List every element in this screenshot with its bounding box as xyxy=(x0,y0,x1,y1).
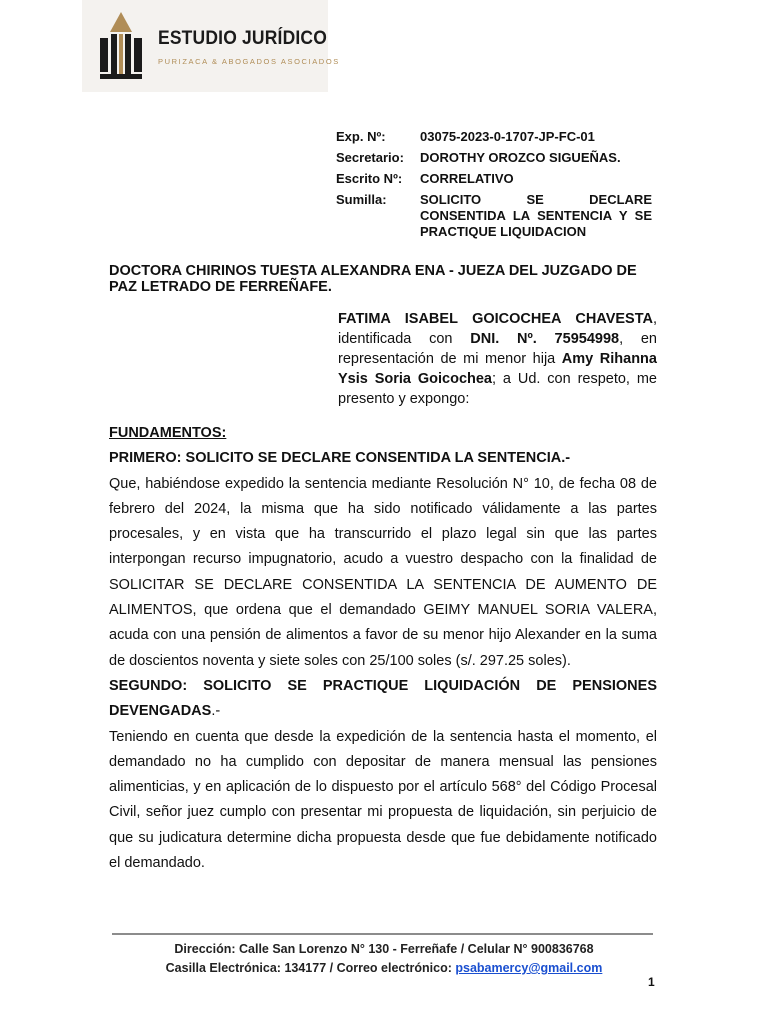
logo-subtitle: PURIZACA & ABOGADOS ASOCIADOS xyxy=(158,57,340,66)
petitioner-intro xyxy=(338,309,657,409)
courthouse-logo-icon xyxy=(100,12,142,80)
escrito-value: CORRELATIVO xyxy=(420,171,514,186)
footer-casilla: Casilla Electrónica: 134177 / Correo electrónico: xyxy=(165,961,456,975)
document-body xyxy=(109,421,657,876)
petitioner-dni: DNI. Nº. 75954998 xyxy=(470,331,620,347)
primero-paragraph: Que, habiéndose expedido la sentencia mediante Resolución N° 10, de fecha 08 de febrero del 2024, la misma que ha sido notificado válidamente a las partes procesales, y en vista que ha transcurrido el plazo legal sin que las partes interpongan recurso impugnatorio, acudo a vuestro despacho con la finalidad de SOLICITAR SE DECLARE CONSENTIDA LA SENTENCIA DE AUMENTO DE ALIMENTOS, que ordena que el demandado GEIMY MANUEL SORIA VALERA, acuda con una pensión de alimentos a favor de su menor hijo Alexander en la suma de doscientos noventa y siete soles con 25/100 soles (s/. 297.25 soles). xyxy=(109,475,657,669)
sumilla-value: SOLICITO SE DECLARE CONSENTIDA LA SENTENCIA Y SE PRACTIQUE LIQUIDACION xyxy=(420,192,652,239)
footer-address: Dirección: Calle San Lorenzo N° 130 - Ferreñafe / Celular N° 900836768 xyxy=(174,942,594,956)
footer-divider xyxy=(112,933,653,935)
page-number: 1 xyxy=(648,975,655,989)
child-name: Amy Rihanna Ysis Soria Goicochea xyxy=(338,351,657,387)
secretario-row xyxy=(336,150,652,166)
exp-value: 03075-2023-0-1707-JP-FC-01 xyxy=(420,129,595,144)
primero-heading: PRIMERO: SOLICITO SE DECLARE CONSENTIDA LA SENTENCIA.- xyxy=(109,450,571,467)
escrito-row xyxy=(336,171,652,187)
case-metadata xyxy=(336,129,652,245)
email-link[interactable]: psabamercy@gmail.com xyxy=(455,961,603,975)
exp-row xyxy=(336,129,652,145)
segundo-paragraph: Teniendo en cuenta que desde la expedición de la sentencia hasta el momento, el demandado no ha cumplido con depositar de manera mensual las pensiones alimenticias, y en aplicación de lo dispuesto por el artículo 568° del Código Procesal Civil, señor juez cumplo con presentar mi propuesta de liquidación, sin perjuicio de que su judicatura determine dicha propuesta desde que fue debidamente notificado el demandado. xyxy=(109,728,657,872)
logo-title: ESTUDIO JURÍDICO xyxy=(158,28,328,49)
intro-text-2: , en representación de mi menor hija xyxy=(338,331,657,367)
segundo-heading-suffix: .- xyxy=(211,703,221,720)
secretario-label: Secretario: xyxy=(336,150,404,165)
sumilla-label: Sumilla: xyxy=(336,192,387,207)
intro-text-3: ; a Ud. con respeto, me presento y expongo: xyxy=(338,371,657,407)
petitioner-name: FATIMA ISABEL GOICOCHEA CHAVESTA xyxy=(338,311,653,327)
fundamentos-heading: FUNDAMENTOS: xyxy=(109,425,227,441)
firm-logo xyxy=(82,0,340,92)
footer xyxy=(0,940,768,978)
intro-text-1: , identificada con xyxy=(338,311,657,347)
sumilla-row xyxy=(336,192,652,240)
segundo-heading: SEGUNDO: SOLICITO SE PRACTIQUE LIQUIDACIÓN DE PENSIONES DEVENGADAS xyxy=(109,677,657,720)
secretario-value: DOROTHY OROZCO SIGUEÑAS. xyxy=(420,150,621,165)
escrito-label: Escrito Nº: xyxy=(336,171,403,186)
exp-label: Exp. Nº: xyxy=(336,129,386,144)
addressee: DOCTORA CHIRINOS TUESTA ALEXANDRA ENA - JUEZA DEL JUZGADO DE PAZ LETRADO DE FERREÑAFE. xyxy=(109,263,637,295)
